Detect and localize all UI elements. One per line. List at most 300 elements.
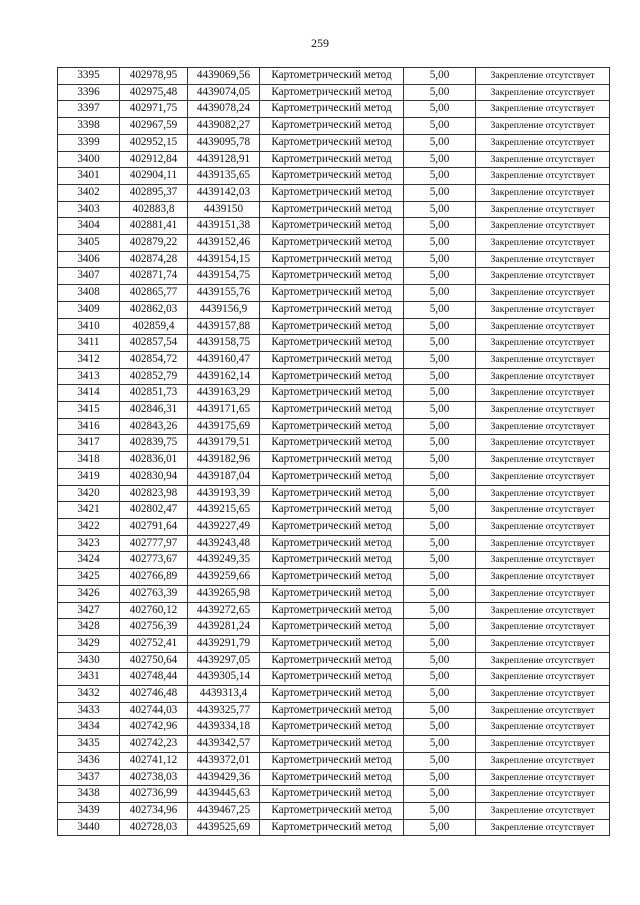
table-row	[58, 452, 610, 469]
method-cell: Картометрический метод	[260, 168, 404, 185]
y-coordinate-cell: 4439305,14	[188, 669, 260, 686]
table-row	[58, 802, 610, 819]
method-cell: Картометрический метод	[260, 68, 404, 85]
error-cell: 5,00	[404, 619, 476, 636]
error-cell: 5,00	[404, 719, 476, 736]
y-coordinate-cell: 4439215,65	[188, 502, 260, 519]
table-row	[58, 118, 610, 135]
fixing-cell: Закрепление отсутствует	[476, 285, 610, 302]
fixing-cell: Закрепление отсутствует	[476, 802, 610, 819]
fixing-cell: Закрепление отсутствует	[476, 736, 610, 753]
fixing-cell: Закрепление отсутствует	[476, 368, 610, 385]
point-number-cell: 3420	[58, 485, 120, 502]
fixing-cell: Закрепление отсутствует	[476, 602, 610, 619]
x-coordinate-cell: 402865,77	[120, 285, 188, 302]
method-cell: Картометрический метод	[260, 268, 404, 285]
method-cell: Картометрический метод	[260, 485, 404, 502]
point-number-cell: 3426	[58, 585, 120, 602]
error-cell: 5,00	[404, 819, 476, 836]
table-row	[58, 235, 610, 252]
fixing-cell: Закрепление отсутствует	[476, 686, 610, 703]
x-coordinate-cell: 402766,89	[120, 569, 188, 586]
y-coordinate-cell: 4439193,39	[188, 485, 260, 502]
point-number-cell: 3436	[58, 752, 120, 769]
y-coordinate-cell: 4439467,25	[188, 802, 260, 819]
table-row	[58, 702, 610, 719]
point-number-cell: 3431	[58, 669, 120, 686]
point-number-cell: 3422	[58, 518, 120, 535]
x-coordinate-cell: 402750,64	[120, 652, 188, 669]
y-coordinate-cell: 4439152,46	[188, 235, 260, 252]
table-row	[58, 218, 610, 235]
point-number-cell: 3403	[58, 201, 120, 218]
point-number-cell: 3415	[58, 402, 120, 419]
table-row	[58, 402, 610, 419]
fixing-cell: Закрепление отсутствует	[476, 335, 610, 352]
error-cell: 5,00	[404, 702, 476, 719]
table-row	[58, 268, 610, 285]
method-cell: Картометрический метод	[260, 686, 404, 703]
x-coordinate-cell: 402736,99	[120, 786, 188, 803]
y-coordinate-cell: 4439154,15	[188, 251, 260, 268]
x-coordinate-cell: 402971,75	[120, 101, 188, 118]
y-coordinate-cell: 4439325,77	[188, 702, 260, 719]
method-cell: Картометрический метод	[260, 201, 404, 218]
x-coordinate-cell: 402734,96	[120, 802, 188, 819]
y-coordinate-cell: 4439142,03	[188, 184, 260, 201]
y-coordinate-cell: 4439151,38	[188, 218, 260, 235]
x-coordinate-cell: 402874,28	[120, 251, 188, 268]
table-row	[58, 101, 610, 118]
fixing-cell: Закрепление отсутствует	[476, 118, 610, 135]
x-coordinate-cell: 402952,15	[120, 134, 188, 151]
fixing-cell: Закрепление отсутствует	[476, 402, 610, 419]
error-cell: 5,00	[404, 535, 476, 552]
error-cell: 5,00	[404, 301, 476, 318]
table-row	[58, 485, 610, 502]
table-row	[58, 619, 610, 636]
fixing-cell: Закрепление отсутствует	[476, 518, 610, 535]
y-coordinate-cell: 4439243,48	[188, 535, 260, 552]
table-row	[58, 736, 610, 753]
method-cell: Картометрический метод	[260, 468, 404, 485]
method-cell: Картометрический метод	[260, 318, 404, 335]
x-coordinate-cell: 402744,03	[120, 702, 188, 719]
fixing-cell: Закрепление отсутствует	[476, 769, 610, 786]
fixing-cell: Закрепление отсутствует	[476, 84, 610, 101]
point-number-cell: 3399	[58, 134, 120, 151]
x-coordinate-cell: 402967,59	[120, 118, 188, 135]
table-row	[58, 819, 610, 836]
error-cell: 5,00	[404, 251, 476, 268]
y-coordinate-cell: 4439163,29	[188, 385, 260, 402]
point-number-cell: 3397	[58, 101, 120, 118]
x-coordinate-cell: 402881,41	[120, 218, 188, 235]
point-number-cell: 3425	[58, 569, 120, 586]
error-cell: 5,00	[404, 802, 476, 819]
y-coordinate-cell: 4439175,69	[188, 418, 260, 435]
x-coordinate-cell: 402879,22	[120, 235, 188, 252]
method-cell: Картометрический метод	[260, 285, 404, 302]
table-row	[58, 502, 610, 519]
x-coordinate-cell: 402791,64	[120, 518, 188, 535]
fixing-cell: Закрепление отсутствует	[476, 569, 610, 586]
x-coordinate-cell: 402742,23	[120, 736, 188, 753]
x-coordinate-cell: 402746,48	[120, 686, 188, 703]
fixing-cell: Закрепление отсутствует	[476, 786, 610, 803]
y-coordinate-cell: 4439297,05	[188, 652, 260, 669]
method-cell: Картометрический метод	[260, 819, 404, 836]
point-number-cell: 3417	[58, 435, 120, 452]
x-coordinate-cell: 402859,4	[120, 318, 188, 335]
y-coordinate-cell: 4439160,47	[188, 351, 260, 368]
table-row	[58, 68, 610, 85]
y-coordinate-cell: 4439069,56	[188, 68, 260, 85]
fixing-cell: Закрепление отсутствует	[476, 201, 610, 218]
point-number-cell: 3421	[58, 502, 120, 519]
x-coordinate-cell: 402752,41	[120, 635, 188, 652]
point-number-cell: 3412	[58, 351, 120, 368]
x-coordinate-cell: 402852,79	[120, 368, 188, 385]
point-number-cell: 3427	[58, 602, 120, 619]
method-cell: Картометрический метод	[260, 368, 404, 385]
table-row	[58, 335, 610, 352]
point-number-cell: 3440	[58, 819, 120, 836]
y-coordinate-cell: 4439128,91	[188, 151, 260, 168]
method-cell: Картометрический метод	[260, 652, 404, 669]
error-cell: 5,00	[404, 669, 476, 686]
method-cell: Картометрический метод	[260, 752, 404, 769]
fixing-cell: Закрепление отсутствует	[476, 168, 610, 185]
x-coordinate-cell: 402857,54	[120, 335, 188, 352]
y-coordinate-cell: 4439135,65	[188, 168, 260, 185]
fixing-cell: Закрепление отсутствует	[476, 268, 610, 285]
table-row	[58, 635, 610, 652]
method-cell: Картометрический метод	[260, 619, 404, 636]
method-cell: Картометрический метод	[260, 134, 404, 151]
x-coordinate-cell: 402742,96	[120, 719, 188, 736]
method-cell: Картометрический метод	[260, 569, 404, 586]
method-cell: Картометрический метод	[260, 635, 404, 652]
method-cell: Картометрический метод	[260, 769, 404, 786]
y-coordinate-cell: 4439182,96	[188, 452, 260, 469]
x-coordinate-cell: 402895,37	[120, 184, 188, 201]
fixing-cell: Закрепление отсутствует	[476, 552, 610, 569]
x-coordinate-cell: 402975,48	[120, 84, 188, 101]
table-row	[58, 184, 610, 201]
method-cell: Картометрический метод	[260, 702, 404, 719]
table-row	[58, 669, 610, 686]
x-coordinate-cell: 402854,72	[120, 351, 188, 368]
point-number-cell: 3405	[58, 235, 120, 252]
y-coordinate-cell: 4439179,51	[188, 435, 260, 452]
y-coordinate-cell: 4439187,04	[188, 468, 260, 485]
y-coordinate-cell: 4439171,65	[188, 402, 260, 419]
method-cell: Картометрический метод	[260, 602, 404, 619]
point-number-cell: 3428	[58, 619, 120, 636]
x-coordinate-cell: 402777,97	[120, 535, 188, 552]
fixing-cell: Закрепление отсутствует	[476, 585, 610, 602]
method-cell: Картометрический метод	[260, 802, 404, 819]
method-cell: Картометрический метод	[260, 552, 404, 569]
x-coordinate-cell: 402839,75	[120, 435, 188, 452]
method-cell: Картометрический метод	[260, 235, 404, 252]
error-cell: 5,00	[404, 635, 476, 652]
y-coordinate-cell: 4439313,4	[188, 686, 260, 703]
table-row	[58, 719, 610, 736]
y-coordinate-cell: 4439372,01	[188, 752, 260, 769]
table-row	[58, 535, 610, 552]
error-cell: 5,00	[404, 151, 476, 168]
fixing-cell: Закрепление отсутствует	[476, 535, 610, 552]
table-row	[58, 385, 610, 402]
coordinates-table-body	[58, 68, 610, 836]
method-cell: Картометрический метод	[260, 402, 404, 419]
point-number-cell: 3438	[58, 786, 120, 803]
x-coordinate-cell: 402862,03	[120, 301, 188, 318]
error-cell: 5,00	[404, 402, 476, 419]
point-number-cell: 3398	[58, 118, 120, 135]
y-coordinate-cell: 4439155,76	[188, 285, 260, 302]
point-number-cell: 3437	[58, 769, 120, 786]
y-coordinate-cell: 4439334,18	[188, 719, 260, 736]
error-cell: 5,00	[404, 235, 476, 252]
table-row	[58, 84, 610, 101]
method-cell: Картометрический метод	[260, 719, 404, 736]
x-coordinate-cell: 402756,39	[120, 619, 188, 636]
fixing-cell: Закрепление отсутствует	[476, 151, 610, 168]
point-number-cell: 3435	[58, 736, 120, 753]
method-cell: Картометрический метод	[260, 418, 404, 435]
x-coordinate-cell: 402871,74	[120, 268, 188, 285]
y-coordinate-cell: 4439429,36	[188, 769, 260, 786]
x-coordinate-cell: 402846,31	[120, 402, 188, 419]
method-cell: Картометрический метод	[260, 101, 404, 118]
method-cell: Картометрический метод	[260, 518, 404, 535]
error-cell: 5,00	[404, 385, 476, 402]
fixing-cell: Закрепление отсутствует	[476, 468, 610, 485]
fixing-cell: Закрепление отсутствует	[476, 435, 610, 452]
method-cell: Картометрический метод	[260, 502, 404, 519]
x-coordinate-cell: 402748,44	[120, 669, 188, 686]
fixing-cell: Закрепление отсутствует	[476, 101, 610, 118]
x-coordinate-cell: 402883,8	[120, 201, 188, 218]
error-cell: 5,00	[404, 518, 476, 535]
point-number-cell: 3404	[58, 218, 120, 235]
method-cell: Картометрический метод	[260, 435, 404, 452]
point-number-cell: 3411	[58, 335, 120, 352]
method-cell: Картометрический метод	[260, 335, 404, 352]
method-cell: Картометрический метод	[260, 184, 404, 201]
error-cell: 5,00	[404, 585, 476, 602]
error-cell: 5,00	[404, 418, 476, 435]
method-cell: Картометрический метод	[260, 786, 404, 803]
y-coordinate-cell: 4439249,35	[188, 552, 260, 569]
error-cell: 5,00	[404, 686, 476, 703]
error-cell: 5,00	[404, 134, 476, 151]
x-coordinate-cell: 402802,47	[120, 502, 188, 519]
error-cell: 5,00	[404, 468, 476, 485]
error-cell: 5,00	[404, 786, 476, 803]
table-row	[58, 786, 610, 803]
x-coordinate-cell: 402904,11	[120, 168, 188, 185]
table-row	[58, 769, 610, 786]
error-cell: 5,00	[404, 201, 476, 218]
y-coordinate-cell: 4439281,24	[188, 619, 260, 636]
x-coordinate-cell: 402773,67	[120, 552, 188, 569]
point-number-cell: 3410	[58, 318, 120, 335]
point-number-cell: 3396	[58, 84, 120, 101]
error-cell: 5,00	[404, 368, 476, 385]
point-number-cell: 3406	[58, 251, 120, 268]
y-coordinate-cell: 4439157,88	[188, 318, 260, 335]
x-coordinate-cell: 402836,01	[120, 452, 188, 469]
table-row	[58, 318, 610, 335]
y-coordinate-cell: 4439150	[188, 201, 260, 218]
x-coordinate-cell: 402741,12	[120, 752, 188, 769]
page-number: 259	[311, 36, 329, 50]
y-coordinate-cell: 4439158,75	[188, 335, 260, 352]
table-row	[58, 518, 610, 535]
method-cell: Картометрический метод	[260, 84, 404, 101]
error-cell: 5,00	[404, 168, 476, 185]
method-cell: Картометрический метод	[260, 251, 404, 268]
fixing-cell: Закрепление отсутствует	[476, 134, 610, 151]
y-coordinate-cell: 4439445,63	[188, 786, 260, 803]
y-coordinate-cell: 4439272,65	[188, 602, 260, 619]
y-coordinate-cell: 4439156,9	[188, 301, 260, 318]
table-row	[58, 368, 610, 385]
fixing-cell: Закрепление отсутствует	[476, 635, 610, 652]
method-cell: Картометрический метод	[260, 351, 404, 368]
fixing-cell: Закрепление отсутствует	[476, 385, 610, 402]
fixing-cell: Закрепление отсутствует	[476, 235, 610, 252]
error-cell: 5,00	[404, 335, 476, 352]
point-number-cell: 3433	[58, 702, 120, 719]
point-number-cell: 3400	[58, 151, 120, 168]
y-coordinate-cell: 4439095,78	[188, 134, 260, 151]
x-coordinate-cell: 402760,12	[120, 602, 188, 619]
error-cell: 5,00	[404, 485, 476, 502]
coordinates-table	[57, 67, 610, 836]
y-coordinate-cell: 4439082,27	[188, 118, 260, 135]
x-coordinate-cell: 402823,98	[120, 485, 188, 502]
x-coordinate-cell: 402738,03	[120, 769, 188, 786]
x-coordinate-cell: 402912,84	[120, 151, 188, 168]
error-cell: 5,00	[404, 452, 476, 469]
table-row	[58, 585, 610, 602]
fixing-cell: Закрепление отсутствует	[476, 68, 610, 85]
error-cell: 5,00	[404, 435, 476, 452]
table-row	[58, 251, 610, 268]
method-cell: Картометрический метод	[260, 385, 404, 402]
y-coordinate-cell: 4439078,24	[188, 101, 260, 118]
error-cell: 5,00	[404, 84, 476, 101]
point-number-cell: 3419	[58, 468, 120, 485]
point-number-cell: 3409	[58, 301, 120, 318]
x-coordinate-cell: 402830,94	[120, 468, 188, 485]
table-row	[58, 301, 610, 318]
error-cell: 5,00	[404, 351, 476, 368]
error-cell: 5,00	[404, 218, 476, 235]
point-number-cell: 3423	[58, 535, 120, 552]
fixing-cell: Закрепление отсутствует	[476, 819, 610, 836]
table-row	[58, 468, 610, 485]
method-cell: Картометрический метод	[260, 118, 404, 135]
point-number-cell: 3418	[58, 452, 120, 469]
y-coordinate-cell: 4439291,79	[188, 635, 260, 652]
fixing-cell: Закрепление отсутствует	[476, 619, 610, 636]
point-number-cell: 3439	[58, 802, 120, 819]
fixing-cell: Закрепление отсутствует	[476, 752, 610, 769]
error-cell: 5,00	[404, 569, 476, 586]
error-cell: 5,00	[404, 552, 476, 569]
y-coordinate-cell: 4439227,49	[188, 518, 260, 535]
table-row	[58, 686, 610, 703]
point-number-cell: 3395	[58, 68, 120, 85]
fixing-cell: Закрепление отсутствует	[476, 652, 610, 669]
table-row	[58, 752, 610, 769]
fixing-cell: Закрепление отсутствует	[476, 418, 610, 435]
y-coordinate-cell: 4439342,57	[188, 736, 260, 753]
fixing-cell: Закрепление отсутствует	[476, 502, 610, 519]
table-row	[58, 351, 610, 368]
point-number-cell: 3424	[58, 552, 120, 569]
point-number-cell: 3434	[58, 719, 120, 736]
x-coordinate-cell: 402978,95	[120, 68, 188, 85]
method-cell: Картометрический метод	[260, 585, 404, 602]
table-row	[58, 569, 610, 586]
fixing-cell: Закрепление отсутствует	[476, 251, 610, 268]
point-number-cell: 3413	[58, 368, 120, 385]
method-cell: Картометрический метод	[260, 452, 404, 469]
error-cell: 5,00	[404, 268, 476, 285]
x-coordinate-cell: 402851,73	[120, 385, 188, 402]
table-row	[58, 418, 610, 435]
error-cell: 5,00	[404, 502, 476, 519]
table-row	[58, 285, 610, 302]
fixing-cell: Закрепление отсутствует	[476, 301, 610, 318]
y-coordinate-cell: 4439154,75	[188, 268, 260, 285]
table-row	[58, 435, 610, 452]
error-cell: 5,00	[404, 101, 476, 118]
table-row	[58, 552, 610, 569]
y-coordinate-cell: 4439162,14	[188, 368, 260, 385]
fixing-cell: Закрепление отсутствует	[476, 485, 610, 502]
fixing-cell: Закрепление отсутствует	[476, 669, 610, 686]
error-cell: 5,00	[404, 736, 476, 753]
point-number-cell: 3414	[58, 385, 120, 402]
method-cell: Картометрический метод	[260, 669, 404, 686]
error-cell: 5,00	[404, 769, 476, 786]
point-number-cell: 3416	[58, 418, 120, 435]
error-cell: 5,00	[404, 184, 476, 201]
method-cell: Картометрический метод	[260, 736, 404, 753]
fixing-cell: Закрепление отсутствует	[476, 702, 610, 719]
method-cell: Картометрический метод	[260, 151, 404, 168]
method-cell: Картометрический метод	[260, 535, 404, 552]
point-number-cell: 3401	[58, 168, 120, 185]
error-cell: 5,00	[404, 652, 476, 669]
y-coordinate-cell: 4439074,05	[188, 84, 260, 101]
error-cell: 5,00	[404, 318, 476, 335]
fixing-cell: Закрепление отсутствует	[476, 218, 610, 235]
point-number-cell: 3430	[58, 652, 120, 669]
point-number-cell: 3432	[58, 686, 120, 703]
fixing-cell: Закрепление отсутствует	[476, 184, 610, 201]
x-coordinate-cell: 402843,26	[120, 418, 188, 435]
point-number-cell: 3402	[58, 184, 120, 201]
